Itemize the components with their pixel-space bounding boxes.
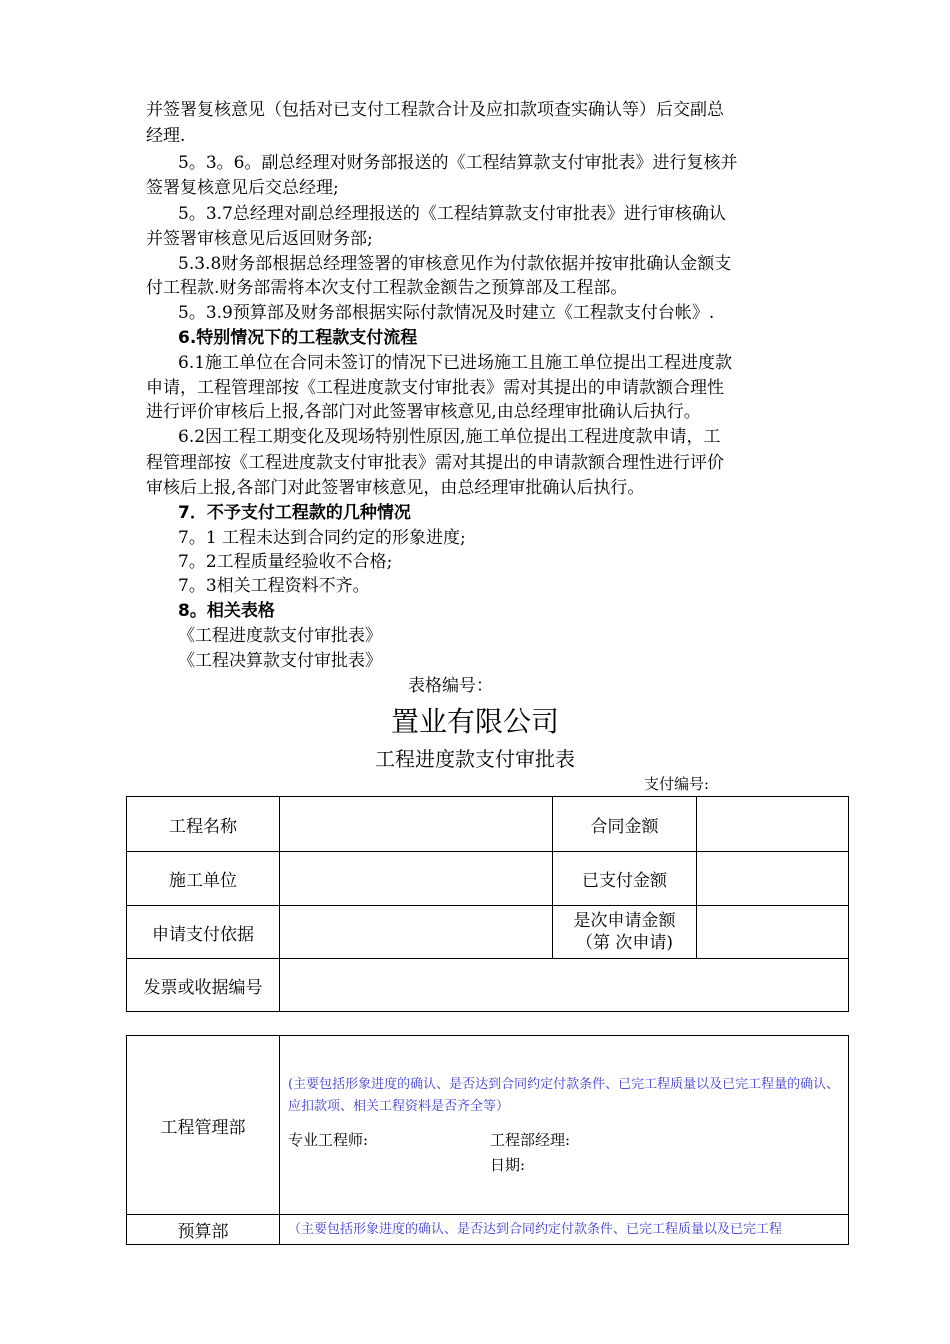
paragraph-line: 程管理部按《工程进度款支付审批表》需对其提出的申请款额合理性进行评价: [146, 453, 724, 473]
list-item: 7。3相关工程资料不齐。: [178, 576, 370, 596]
engineering-dept-label: 工程管理部: [127, 1036, 280, 1215]
company-name: 置业有限公司: [390, 705, 559, 738]
paragraph-line: 并签署复核意见（包括对已支付工程款合计及应扣款项查实确认等）后交副总: [146, 100, 724, 120]
contract-amount-value[interactable]: [697, 797, 849, 852]
paragraph-line: 5。3.7总经理对副总经理报送的《工程结算款支付审批表》进行审核确认: [178, 204, 726, 224]
form-reference: 《工程进度款支付审批表》: [178, 626, 382, 646]
budget-dept-opinion[interactable]: [280, 1215, 849, 1245]
section-heading: 6.特别情况下的工程款支付流程: [178, 328, 418, 348]
current-amount-label: [553, 906, 697, 959]
date-label: 日期:: [490, 1156, 526, 1174]
section-heading: 7．不予支付工程款的几种情况: [178, 503, 411, 523]
form-reference: 《工程决算款支付审批表》: [178, 651, 382, 671]
paid-amount-value[interactable]: [697, 852, 849, 906]
approval-table: [126, 1035, 849, 1245]
paragraph-line: 申请，工程管理部按《工程进度款支付审批表》需对其提出的申请款额合理性: [146, 378, 724, 398]
engineering-dept-opinion[interactable]: [280, 1036, 849, 1215]
list-item: 7。1 工程未达到合同约定的形象进度;: [178, 528, 466, 548]
paragraph-line: 5.3.8财务部根据总经理签署的审核意见作为付款依据并按审批确认金额支: [178, 254, 732, 274]
current-amount-line1: 是次申请金额: [573, 911, 676, 931]
info-table: [126, 796, 849, 1012]
paid-amount-label: 已支付金额: [553, 852, 697, 906]
paragraph-line: 进行评价审核后上报,各部门对此签署审核意见,由总经理审批确认后执行。: [146, 402, 701, 422]
invoice-number-value[interactable]: [280, 959, 849, 1012]
engineer-signature-label: 专业工程师:: [288, 1131, 369, 1149]
paragraph-line: 5。3。6。副总经理对财务部报送的《工程结算款支付审批表》进行复核并: [178, 153, 738, 173]
form-title: 工程进度款支付审批表: [375, 747, 575, 771]
paragraph-line: 6.1施工单位在合同未签订的情况下已进场施工且施工单位提出工程进度款: [178, 353, 733, 373]
current-amount-value[interactable]: [697, 906, 849, 959]
manager-signature-label: 工程部经理:: [490, 1131, 571, 1149]
paragraph-line: 经理.: [146, 126, 186, 146]
payment-basis-value[interactable]: [280, 906, 553, 959]
budget-dept-label: 预算部: [127, 1215, 280, 1245]
section-heading: 8。相关表格: [178, 601, 275, 621]
paragraph-line: 5。3.9预算部及财务部根据实际付款情况及时建立《工程款支付台帐》.: [178, 303, 715, 323]
contractor-label: 施工单位: [127, 852, 280, 906]
paragraph-line: 审核后上报,各部门对此签署审核意见，由总经理审批确认后执行。: [146, 478, 645, 498]
paragraph-line: 签署复核意见后交总经理;: [146, 178, 339, 198]
current-amount-line2: （第 次申请): [575, 933, 674, 953]
paragraph-line: 付工程款.财务部需将本次支付工程款金额告之预算部及工程部。: [146, 278, 628, 298]
list-item: 7。2工程质量经验收不合格;: [178, 552, 393, 572]
project-name-label: 工程名称: [127, 797, 280, 852]
payment-number-label: 支付编号:: [644, 775, 710, 793]
invoice-number-label: 发票或收据编号: [127, 959, 280, 1012]
contractor-value[interactable]: [280, 852, 553, 906]
contract-amount-label: 合同金额: [553, 797, 697, 852]
project-name-value[interactable]: [280, 797, 553, 852]
payment-basis-label: 申请支付依据: [127, 906, 280, 959]
engineering-dept-note: (主要包括形象进度的确认、是否达到合同约定付款条件、已完工程质量以及已完工程量的确认、应扣款项、相关工程资料是否齐全等）: [288, 1077, 840, 1114]
budget-dept-note: （主要包括形象进度的确认、是否达到合同约定付款条件、已完工程质量以及已完工程: [288, 1221, 783, 1237]
paragraph-line: 6.2因工程工期变化及现场特别性原因,施工单位提出工程进度款申请，工: [178, 427, 721, 447]
form-number-label: 表格编号：: [408, 676, 493, 696]
paragraph-line: 并签署审核意见后返回财务部;: [146, 229, 373, 249]
